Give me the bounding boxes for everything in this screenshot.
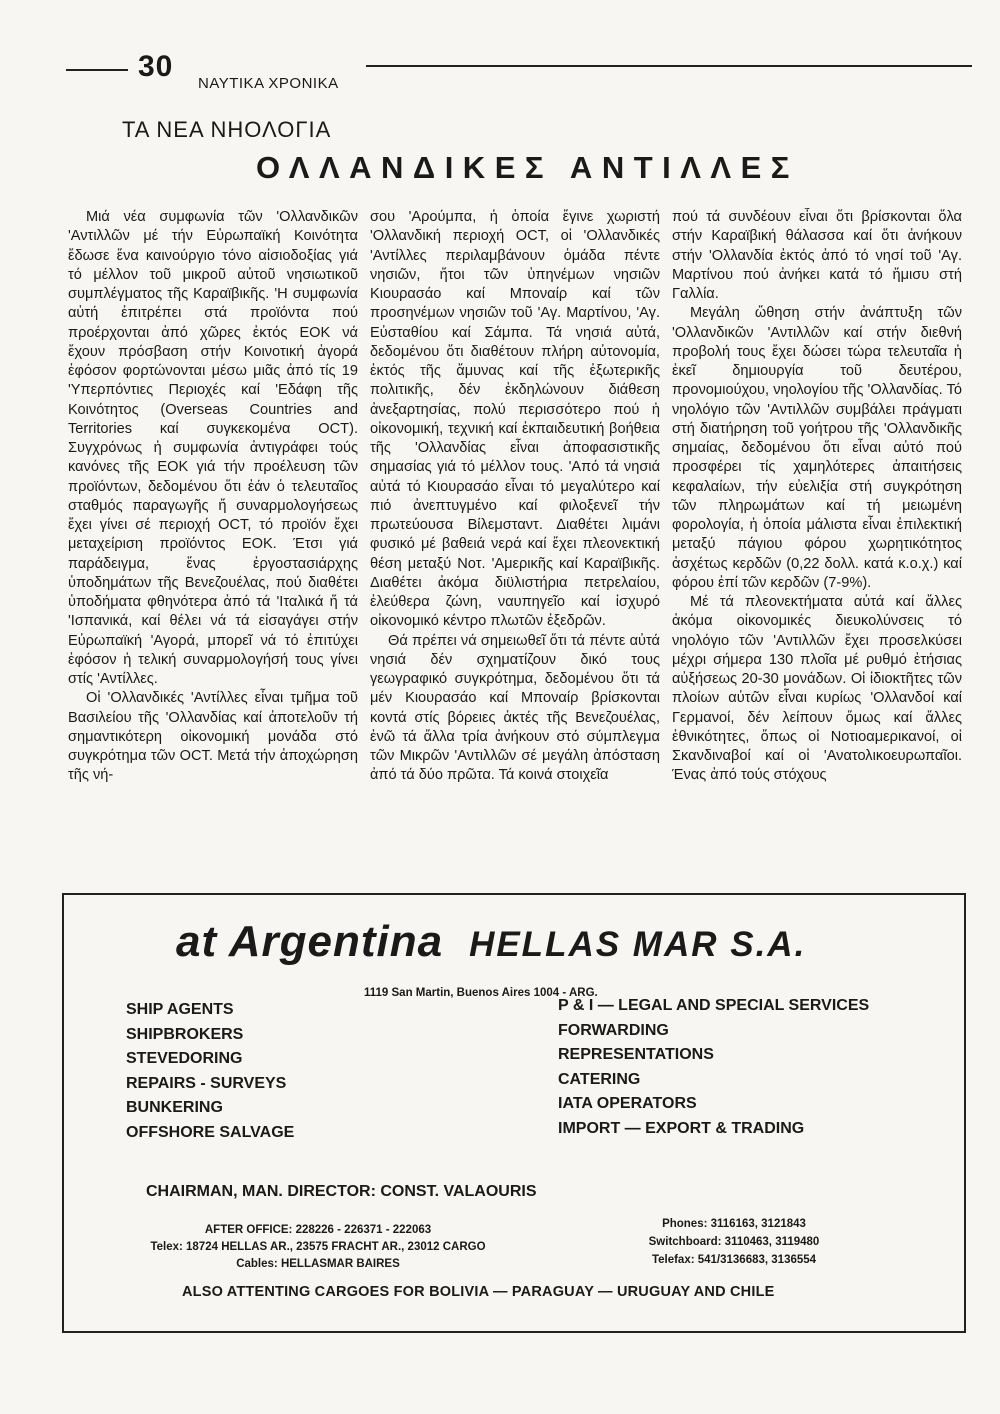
service-item: REPAIRS - SURVEYS (126, 1074, 287, 1092)
ad-footer: ALSO ATTENTING CARGOES FOR BOLIVIA — PARAGUAY — URUGUAY AND CHILE (182, 1284, 775, 1300)
service-item: FORWARDING (558, 1021, 669, 1039)
article-title: ΟΛΛΑΝΔΙΚΕΣ ΑΝΤΙΛΛΕΣ (256, 150, 799, 185)
service-item: OFFSHORE SALVAGE (126, 1123, 295, 1141)
magazine-name: ΝΑΥΤΙΚΑ ΧΡΟΝΙΚΑ (198, 75, 339, 92)
article-column-2 (370, 208, 660, 878)
service-item: CATERING (558, 1070, 641, 1088)
paragraph: Οἱ 'Ολλανδικές 'Αντίλλες εἶναι τμῆμα τοῦ Βασιλείου τῆς 'Ολλανδίας καί ἀποτελοῦν τή σημαντικότερη οἰκονομική μονάδα στό συγκρότημα τῶν OCT. Μετά τήν ἀποχώρηση τῆς νή- (68, 690, 358, 784)
paragraph: Μιά νέα συμφωνία τῶν 'Ολλανδικῶν 'Αντιλλῶν μέ τήν Εὐρωπαϊκή Κοινότητα ἔδωσε ἕνα καινούργιο τόνο αἰσιοδοξίας γιά τό μέλλον τοῦ μικροῦ αὐτοῦ νησιωτικοῦ συμπλέγματος τῆς Καραϊβικῆς. 'Η συμφωνία αὐτή ἐπιτρέπει στά προϊόντα πού προέρχονται ἀπό χῶρες ἐκτός ΕΟΚ νά ἔχουν πρόσβαση στήν Κοινοτική ἀγορά ἐφόσον φορτώνονται μέσω μιᾶς ἀπό τίς 19 'Υπερπόντιες Περιοχές καί 'Εδάφη τῆς Κοινότητος (Overseas Countries and Territories καί συγκεκομένα OCT). Συγχρόνως ἡ συμφωνία ἀντιγράφει τούς κανόνες τῆς ΕΟΚ γιά τήν προέλευση τῶν προϊόντων, δεδομένου ὅτι ἐάν ὁ τελευταῖος σταθμός παραγωγῆς ἤ συναρμολογήσεως ἔχει γίνει σέ περιοχή OCT, τό προϊόν ἔχει μεταχείριση προϊόντος ΕΟΚ. Έτσι γιά παράδειγμα, ἕνας ἐργοστασιάρχης ὑποδημάτων τῆς Βενεζουέλας, πού διαθέτει ὑποδήματα φθηνότερα ἀπό τά 'Ιταλικά ἤ τά 'Ισπανικά, καί θέλει νά τά εἰσαγάγει στήν Εὐρωπαϊκή 'Αγορά, μπορεῖ νά τό ἐπιτύχει ἐφόσον ἡ τελική συναρμολογήσή τους γίνει στίς 'Αντίλλες. (68, 209, 358, 687)
ad-headline (176, 917, 806, 967)
advertisement (62, 893, 966, 1333)
ad-address: 1119 San Martin, Buenos Aires 1004 - ARG. (364, 987, 598, 999)
page-number: 30 (138, 50, 174, 83)
section-title: ΤΑ ΝΕΑ ΝΗΟΛΟΓΙΑ (122, 117, 332, 142)
paragraph: Μέ τά πλεονεκτήματα αὐτά καί ἄλλες ἀκόμα οἰκονομικές διευκολύνσεις τό νηολόγιο τῶν 'Αντιλλῶν ἔχει προσελκύσει μέχρι σήμερα 130 πλοῖα μέ ρυθμό ἐτήσιας αὐξήσεως 20-30 μονάδων. Οἱ ἰδιοκτῆτες τῶν πλοίων αὐτῶν εἶναι κυρίως 'Ολλανδοί καί Γερμανοί, δέν λείπουν ὅμως καί ἄλλες ἐθνικότητες, ὅπως οἱ Νοτιοαμερικανοί, οἱ Σκανδιναβοί καί οἱ 'Ανατολικοευρωπαῖοι. Ένας ἀπό τούς στόχους (672, 594, 962, 784)
article-column-1 (68, 208, 358, 878)
services-list-left (126, 998, 294, 1145)
ad-company-name: HELLAS MAR S.A. (469, 925, 807, 964)
paragraph: Θά πρέπει νά σημειωθεῖ ὅτι τά πέντε αὐτά νησιά δέν σχηματίζουν δικό τους γεωγραφικό συγκρότημα, δεδομένου ὅτι τά μέν Κιουρασάο καί Μποναίρ βρίσκονται κοντά στίς βόρειες ἀκτές τῆς Βενεζουέλας, ἐνῶ τά ἄλλα τρία ἀνήκουν στό σύμπλεγμα τῶν Μικρῶν 'Αντιλλῶν σέ μεγάλη ἀπόσταση ἀπό τά δύο πρῶτα. Τά κοινά στοιχεῖα (370, 632, 660, 784)
service-item: SHIP AGENTS (126, 1001, 234, 1018)
service-item: BUNKERING (126, 1099, 223, 1116)
switchboard-numbers: Switchboard: 3110463, 3119480 (648, 1236, 820, 1248)
cable-address: Cables: HELLASMAR BAIRES (236, 1258, 400, 1270)
header-rule-right (366, 65, 972, 67)
telefax-numbers: Telefax: 541/3136683, 3136554 (651, 1254, 817, 1266)
services-list-right (558, 994, 869, 1141)
service-item: IATA OPERATORS (558, 1095, 697, 1112)
service-item: SHIPBROKERS (126, 1025, 244, 1043)
telex-numbers: Telex: 18724 HELLAS AR., 23575 FRACHT AR., 23012 CARGO (150, 1241, 486, 1253)
after-office-phones: AFTER OFFICE: 228226 - 226371 - 222063 (204, 1224, 432, 1236)
ad-headline-prefix: at Argentina (176, 917, 444, 966)
article-column-3 (672, 208, 962, 878)
service-item: P & I — LEGAL AND SPECIAL SERVICES (558, 997, 870, 1014)
paragraph: πού τά συνδέουν εἶναι ὅτι βρίσκονται ὅλα στήν Καραϊβική θάλασσα καί ὅτι ἀνήκουν στήν 'Ολλανδία ἐκτός ἀπό τό νησί τοῦ 'Αγ. Μαρτίνου πού ἀνήκει κατά τό ἥμισυ στή Γαλλία. (672, 209, 962, 302)
article-body (68, 208, 964, 878)
service-item: IMPORT — EXPORT & TRADING (558, 1119, 805, 1137)
service-item: STEVEDORING (126, 1050, 243, 1067)
paragraph: Μεγάλη ὤθηση στήν ἀνάπτυξη τῶν 'Ολλανδικῶν 'Αντιλλῶν καί στήν διεθνή προβολή τους ἔχει δώσει τώρα τελευταῖα ἡ ἐκεῖ δημιουργία τοῦ δευτέρου, προνομιούχου, νηολογίου τῆς 'Ολλανδίας. Τό νηολόγιο τῶν 'Αντιλλῶν συμβάλει πράγματι στή διατήρηση τοῦ γοήτρου τῆς 'Ολλανδικῆς σημαίας, δεδομένου ὅτι εἶναι αὐτό πού προσφέρει τίς χαμηλότερες ἀπαιτήσεις κεφαλαίων, τήν εὐελιξία στή συγκρότηση τῶν πληρωμάτων καί τή μειωμένη φορολογία, ἡ ὁποία μάλιστα εἶναι ἐπιλεκτική μεταξύ πάγιου φόρου χωρητικότητος ἀσχέτως κερδῶν (0,22 δολλ. κατά κ.ο.χ.) καί φόρου ἐπί τῶν κερδῶν (7-9%). (672, 305, 962, 591)
ad-contact-left (98, 1222, 538, 1273)
phone-numbers: Phones: 3116163, 3121843 (662, 1218, 806, 1230)
ad-chairman: CHAIRMAN, MAN. DIRECTOR: CONST. VALAOURIS (146, 1183, 537, 1200)
ad-contact-right (604, 1215, 864, 1269)
paragraph: σου 'Αρούμπα, ἡ ὁποία ἔγινε χωριστή 'Ολλανδική περιοχή OCT, οἱ 'Ολλανδικές 'Αντίλλες περιλαμβάνουν ὁμάδα πέντε νησιῶν, ἤτοι τῶν ὑπηνέμων νησιῶν Κιουρασάο καί Μποναίρ καί τῶν προσηνέμων νησιῶν τοῦ 'Αγ. Μαρτίνου, 'Αγ. Εὐσταθίου καί Σάμπα. Τά νησιά αὐτά, δεδομένου ὅτι διαθέτουν πλήρη αὐτονομία, ἐκτός τῆς ἄμυνας καί τῆς ἐξωτερικῆς πολιτικῆς, δέν ἐκδηλώνουν διάθεση ἀνεξαρτησίας, πολύ περισσότερο πού ἡ οἰκονομική, τεχνική καί ἐκπαιδευτική βοήθεια τῆς 'Ολλανδίας εἶναι ἀποφασιστικῆς σημασίας γιά τό μέλλον τους. 'Από τά νησιά αὐτά τό Κιουρασάο εἶναι τό μεγαλύτερο καί πιό ἀνεπτυγμένο καί φιλοξενεῖ τήν πρωτεύουσα Βίλεμσταντ. Διαθέτει λιμάνι φυσικό μέ βαθειά νερά καί ἔχει πλεονεκτική θέση μεταξύ Νοτ. 'Αμερικῆς καί Καραϊβικῆς. Διαθέτει ἀκόμα διϋλιστήρια πετρελαίου, ἐλεύθερα ζώνη, ναυπηγεῖο καί ἰσχυρό οἰκονομικό κέντρο πλωτῶν ἐξεδρῶν. (370, 209, 660, 630)
service-item: REPRESENTATIONS (558, 1046, 714, 1063)
header-rule-left (66, 69, 128, 71)
